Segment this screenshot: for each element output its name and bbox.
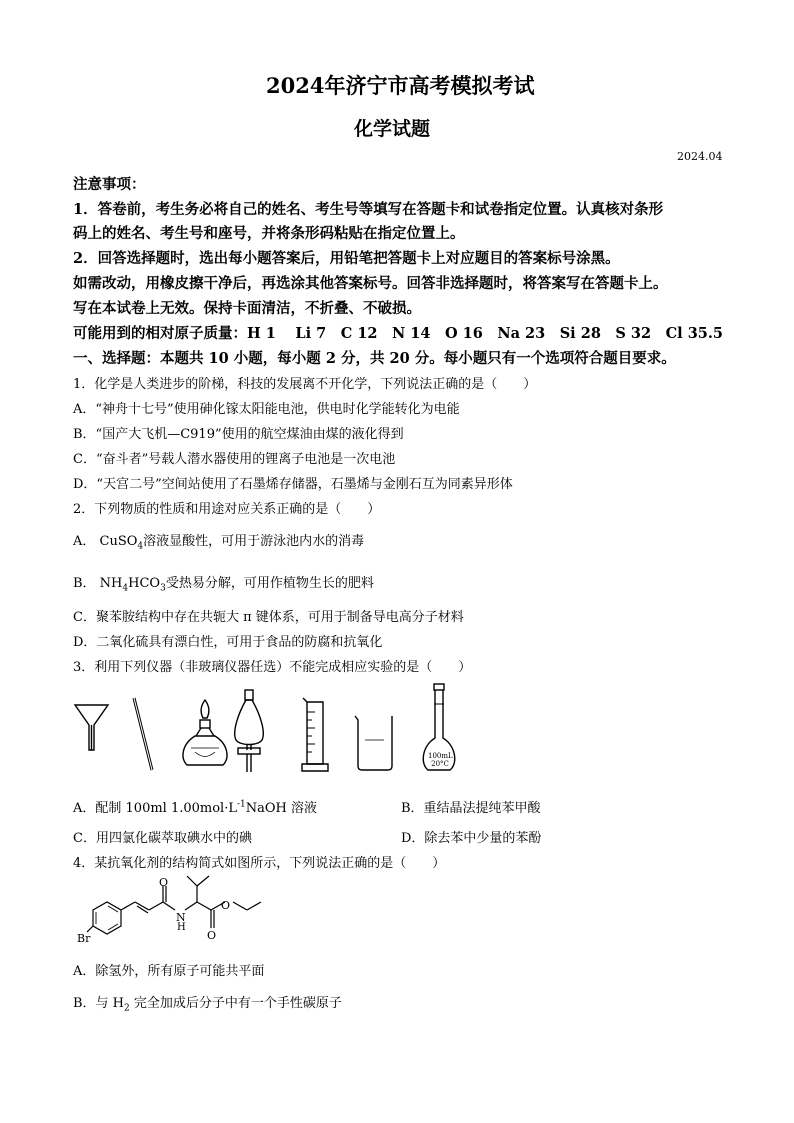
q2-option-c: C．聚苯胺结构中存在共轭大 π 键体系，可用于制备导电高分子材料 — [73, 610, 464, 625]
atom-o-ester: O — [221, 899, 231, 912]
page-subtitle: 化学试题 — [354, 118, 431, 140]
q3-option-d: D．除去苯中少量的苯酚 — [401, 831, 542, 846]
flask-volume-label: 100mL — [428, 752, 453, 760]
atom-br: Br — [77, 932, 91, 945]
atom-o-carbonyl: O — [207, 929, 217, 942]
q1-option-c: C．“奋斗者”号载人潜水器使用的锂离子电池是一次电池 — [73, 452, 396, 467]
q3-option-a: A．配制 100ml $1.00mol\cdot L^{-1}NaOH$ 溶液 — [73, 799, 318, 816]
q2-option-b: B． $NH_4HCO_3$受热易分解，可用作植物生长的肥料 — [73, 576, 374, 594]
q3-option-c: C．用四氯化碳萃取碘水中的碘 — [73, 831, 252, 846]
notice-heading: 注意事项： — [73, 176, 146, 193]
q1-option-d: D．“天宫二号”空间站使用了石墨烯存储器，石墨烯与金刚石互为同素异形体 — [73, 477, 513, 492]
notice-item-2-cont2: 写在本试卷上无效。保持卡面清洁，不折叠、不破损。 — [73, 300, 421, 317]
q2-option-a: A． CuSO$_4$溶液显酸性，可用于游泳池内水的消毒 — [73, 534, 365, 552]
notice-item-2-cont: 如需改动，用橡皮擦干净后，再选涂其他答案标号。回答非选择题时，将答案写在答题卡上。 — [73, 275, 668, 292]
funnel-icon — [75, 705, 108, 750]
beaker-icon — [355, 716, 392, 770]
lab-apparatus-figure — [70, 680, 470, 780]
molecule-structure — [75, 872, 335, 952]
alcohol-lamp-icon — [183, 700, 227, 765]
q2-stem: 2．下列物质的性质和用途对应关系正确的是（ ） — [73, 502, 381, 517]
atom-n: N — [176, 911, 186, 924]
atom-h: H — [177, 922, 186, 933]
section-heading: 一、选择题：本题共 10 小题，每小题 2 分，共 20 分。每小题只有一个选项符合题目要求。 — [73, 350, 676, 367]
atomic-masses: 可能用到的相对原子质量：H 1 Li 7 C 12 N 14 O 16 Na 23 Si 28 S 32 Cl 35.5 — [73, 325, 724, 342]
atom-o-amide: O — [159, 876, 169, 889]
q4-option-b: B．与 $H_2$ 完全加成后分子中有一个手性碳原子 — [73, 996, 342, 1014]
exam-date: 2024.04 — [677, 150, 723, 163]
graduated-cylinder-icon — [302, 698, 328, 771]
q2-option-d: D．二氧化硫具有漂白性，可用于食品的防腐和抗氧化 — [73, 635, 383, 650]
glass-rod-icon — [134, 698, 152, 770]
flask-temperature-label: 20°C — [431, 760, 449, 768]
notice-item-2: 2．回答选择题时，选出每小题答案后，用铅笔把答题卡上对应题目的答案标号涂黑。 — [73, 250, 620, 267]
notice-item-1: 1．答卷前，考生务必将自己的姓名、考生号等填写在答题卡和试卷指定位置。认真核对条形 — [73, 201, 664, 218]
notice-item-1-cont: 码上的姓名、考生号和座号，并将条形码粘贴在指定位置上。 — [73, 225, 465, 242]
separatory-funnel-icon — [235, 690, 264, 772]
q4-stem: 4．某抗氧化剂的结构简式如图所示，下列说法正确的是（ ） — [73, 856, 446, 871]
flask-label — [428, 752, 452, 768]
q3-stem: 3．利用下列仪器（非玻璃仪器任选）不能完成相应实验的是（ ） — [73, 660, 472, 675]
q1-option-a: A．“神舟十七号”使用砷化镓太阳能电池，供电时化学能转化为电能 — [73, 402, 460, 417]
q3-option-b: B．重结晶法提纯苯甲酸 — [401, 801, 541, 816]
benzene-ring-icon — [93, 902, 121, 934]
q1-option-b: B．“国产大飞机—C919”使用的航空煤油由煤的液化得到 — [73, 427, 404, 442]
page-title: 2024年济宁市高考模拟考试 — [266, 73, 535, 98]
q4-option-a: A．除氢外，所有原子可能共平面 — [73, 964, 265, 979]
q1-stem: 1．化学是人类进步的阶梯，科技的发展离不开化学，下列说法正确的是（ ） — [73, 377, 537, 392]
